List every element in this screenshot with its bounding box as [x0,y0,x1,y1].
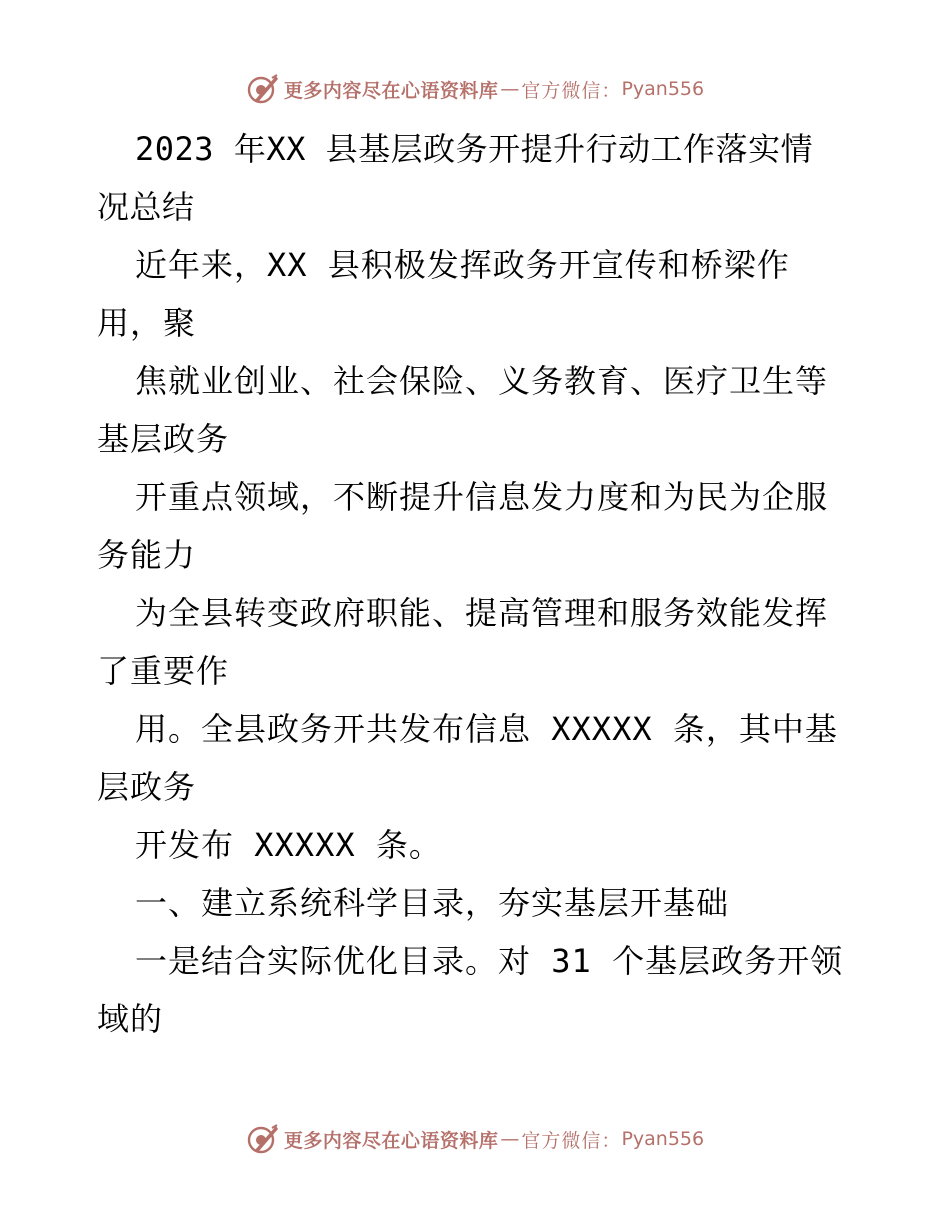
paragraph-line: 务能力 [97,536,197,574]
quill-logo-icon [246,72,280,106]
paragraph-line: 一是结合实际优化目录。对 31 个基层政务开领 [135,942,844,980]
paragraph-line: 层政务 [97,768,197,806]
watermark-contact-prefix: 官方微信： [521,1129,622,1152]
paragraph-line: 开发布 XXXXX 条。 [135,826,442,864]
document-body [97,120,857,1048]
paragraph-line: 基层政务 [97,420,230,458]
paragraph-line: 为全县转变政府职能、提高管理和服务效能发挥 [135,594,829,632]
paragraph-line: 近年来，XX 县积极发挥政务开宣传和桥梁作 [135,246,790,284]
paragraph-line: 开重点领域，不断提升信息发力度和为民为企服 [135,478,829,516]
watermark-header [0,72,950,106]
quill-logo-icon [246,1122,280,1156]
paragraph-line: 用，聚 [97,304,197,342]
paragraph-line: 用。全县政务开共发布信息 XXXXX 条，其中基 [135,710,838,748]
document-title-line-1: 2023 年XX 县基层政务开提升行动工作落实情 [135,130,814,168]
watermark-brand-text: 更多内容尽在心语资料库 [283,1129,499,1152]
paragraph-line: 焦就业创业、社会保险、义务教育、医疗卫生等 [135,362,829,400]
paragraph-line: 了重要作 [97,652,230,690]
paragraph-line: 域的 [97,1000,164,1038]
watermark-contact-id: Pyan556 [621,1128,705,1150]
document-title-line-2: 况总结 [97,188,195,226]
watermark-contact-id: Pyan556 [621,78,705,100]
watermark-separator: — [500,78,520,100]
watermark-separator: — [500,1128,520,1150]
watermark-footer [0,1122,950,1156]
watermark-brand-text: 更多内容尽在心语资料库 [283,79,499,102]
section-heading: 一、建立系统科学目录，夯实基层开基础 [135,884,730,922]
watermark-contact-prefix: 官方微信： [521,79,622,102]
